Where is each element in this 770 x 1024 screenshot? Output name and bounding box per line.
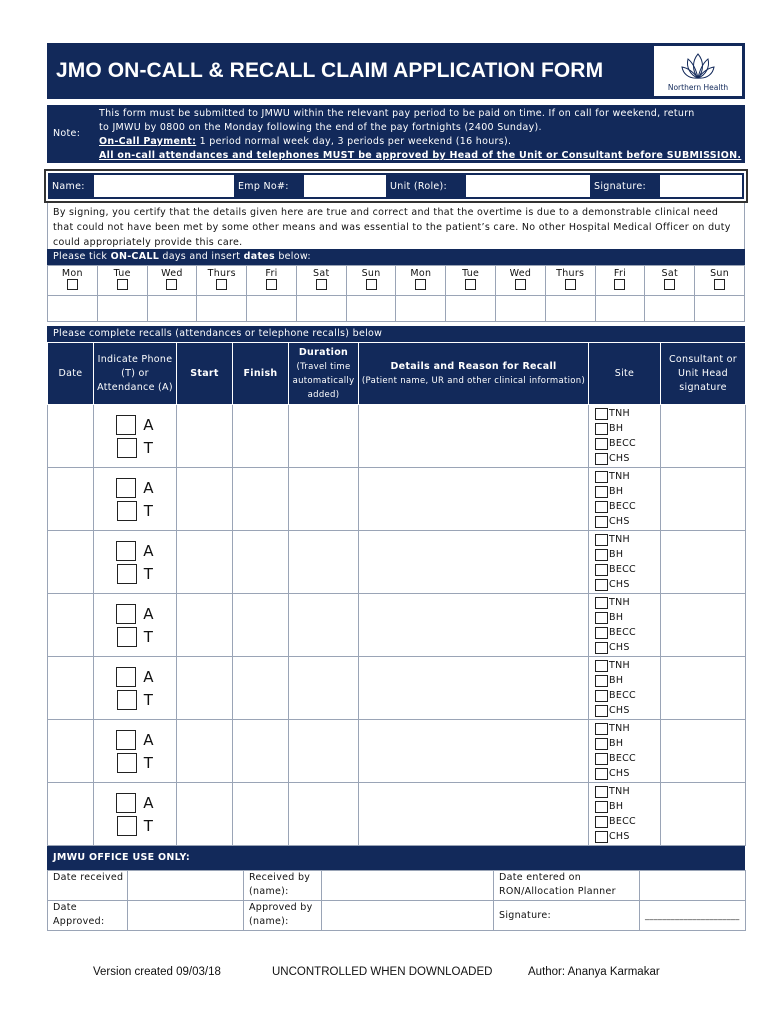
site-label: CHS [609, 453, 630, 464]
day-date-field[interactable] [247, 296, 297, 322]
payment-label: On-Call Payment: [99, 136, 197, 147]
consultant-field[interactable] [661, 594, 746, 657]
day-cell [446, 266, 496, 296]
col-duration-sub: (Travel time automatically added) [292, 361, 355, 400]
site-checkbox[interactable] [595, 579, 608, 591]
duration-field[interactable] [289, 657, 359, 720]
name-label: Name: [52, 180, 85, 192]
day-label: Thurs [556, 268, 585, 279]
day-cell [695, 266, 745, 296]
site-label: BECC [609, 816, 636, 827]
date-field[interactable] [48, 531, 94, 594]
site-label: BH [609, 423, 624, 434]
date-field[interactable] [48, 594, 94, 657]
date-received-label: Date received [48, 871, 128, 901]
day-cell [545, 266, 595, 296]
attendance-checkbox[interactable] [116, 415, 136, 435]
attendance-checkbox[interactable] [116, 793, 136, 813]
attendance-label: A [143, 415, 154, 434]
site-label: CHS [609, 705, 630, 716]
day-label: Fri [613, 268, 627, 279]
note-line2: to JMWU by 0800 on the Monday following the end of the pay fortnights (2400 Sunday). [99, 122, 542, 133]
day-label: Sat [661, 268, 678, 279]
day-checkbox[interactable] [117, 279, 128, 290]
indicate-cell [94, 594, 177, 657]
details-field[interactable] [359, 468, 589, 531]
recall-row [48, 531, 746, 594]
site-checkbox[interactable] [595, 831, 608, 843]
recall-row [48, 405, 746, 468]
day-checkbox[interactable] [67, 279, 78, 290]
consultant-field[interactable] [661, 468, 746, 531]
col-date: Date [48, 343, 94, 405]
duration-field[interactable] [289, 405, 359, 468]
day-cell [496, 266, 546, 296]
attendance-checkbox[interactable] [116, 730, 136, 750]
attendance-label: A [143, 667, 154, 686]
day-date-field[interactable] [97, 296, 147, 322]
site-cell [589, 594, 661, 657]
indicate-cell [94, 468, 177, 531]
northern-health-logo [654, 46, 742, 96]
attendance-checkbox[interactable] [116, 604, 136, 624]
col-finish: Finish [243, 367, 278, 379]
finish-field[interactable] [233, 468, 289, 531]
site-label: BECC [609, 753, 636, 764]
day-checkbox[interactable] [465, 279, 476, 290]
payment-text: 1 period normal week day, 3 periods per weekend (16 hours). [196, 136, 512, 147]
site-checkbox[interactable] [595, 438, 608, 450]
site-checkbox[interactable] [595, 768, 608, 780]
details-field[interactable] [359, 405, 589, 468]
site-checkbox[interactable] [595, 690, 608, 702]
day-checkbox[interactable] [515, 279, 526, 290]
day-label: Sat [313, 268, 330, 279]
site-label: BH [609, 612, 624, 623]
site-checkbox[interactable] [595, 642, 608, 654]
start-field[interactable] [177, 657, 233, 720]
site-checkbox[interactable] [595, 564, 608, 576]
site-checkbox[interactable] [595, 486, 608, 498]
duration-field[interactable] [289, 468, 359, 531]
attendance-label: A [143, 604, 154, 623]
site-cell [589, 468, 661, 531]
day-cell [396, 266, 446, 296]
phone-label: T [143, 753, 154, 772]
date-field[interactable] [48, 657, 94, 720]
site-cell [589, 720, 661, 783]
received-by-field[interactable] [322, 871, 494, 901]
day-label: Sun [710, 268, 730, 279]
date-field[interactable] [48, 405, 94, 468]
phone-checkbox[interactable] [117, 627, 137, 647]
recalls-intro: Please complete recalls (attendances or telephone recalls) below [47, 326, 745, 342]
day-cell [645, 266, 695, 296]
day-checkbox[interactable] [565, 279, 576, 290]
oncall-instructions [47, 249, 745, 265]
footer-uncontrolled: UNCONTROLLED WHEN DOWNLOADED [272, 966, 493, 978]
attendance-label: A [143, 478, 154, 497]
start-field[interactable] [177, 783, 233, 846]
site-label: TNH [609, 471, 630, 482]
emp-input[interactable] [304, 175, 386, 197]
site-checkbox[interactable] [595, 597, 608, 609]
site-cell [589, 405, 661, 468]
start-field[interactable] [177, 468, 233, 531]
oncall-mid: days and insert [159, 251, 244, 262]
day-date-field[interactable] [296, 296, 346, 322]
site-checkbox[interactable] [595, 501, 608, 513]
site-checkbox[interactable] [595, 612, 608, 624]
phone-checkbox[interactable] [117, 564, 137, 584]
office-signature-line[interactable]: ______________________ [640, 901, 746, 931]
consultant-field[interactable] [661, 531, 746, 594]
site-label: BH [609, 738, 624, 749]
day-checkbox[interactable] [266, 279, 277, 290]
day-cell [147, 266, 197, 296]
finish-field[interactable] [233, 594, 289, 657]
day-date-field[interactable] [396, 296, 446, 322]
phone-label: T [143, 690, 154, 709]
day-checkbox[interactable] [216, 279, 227, 290]
day-date-field[interactable] [595, 296, 645, 322]
approved-by-label: Approved by (name): [244, 901, 322, 931]
site-label: BH [609, 486, 624, 497]
duration-field[interactable] [289, 783, 359, 846]
site-label: BECC [609, 564, 636, 575]
day-checkbox[interactable] [166, 279, 177, 290]
indicate-cell [94, 657, 177, 720]
dates-bold: dates [243, 251, 275, 262]
day-date-field[interactable] [147, 296, 197, 322]
recall-row [48, 783, 746, 846]
site-checkbox[interactable] [595, 408, 608, 420]
oncall-bold: ON-CALL [110, 251, 160, 262]
site-cell [589, 783, 661, 846]
site-checkbox[interactable] [595, 738, 608, 750]
lotus-icon [680, 51, 716, 83]
site-label: BECC [609, 438, 636, 449]
consultant-field[interactable] [661, 657, 746, 720]
date-field[interactable] [48, 783, 94, 846]
start-field[interactable] [177, 531, 233, 594]
day-date-field[interactable] [197, 296, 247, 322]
phone-label: T [143, 501, 154, 520]
oncall-days-table [47, 265, 745, 322]
oncall-post: below: [275, 251, 311, 262]
site-label: TNH [609, 534, 630, 545]
date-entered-field[interactable] [640, 871, 746, 901]
duration-field[interactable] [289, 720, 359, 783]
note-line1: This form must be submitted to JMWU within the relevant pay period to be paid on time. If on call for weekend, return [99, 108, 695, 119]
site-checkbox[interactable] [595, 627, 608, 639]
signature-input[interactable] [660, 175, 742, 197]
day-label: Sun [361, 268, 381, 279]
recall-row [48, 720, 746, 783]
site-checkbox[interactable] [595, 660, 608, 672]
site-checkbox[interactable] [595, 516, 608, 528]
phone-checkbox[interactable] [117, 690, 137, 710]
note-label: Note: [53, 128, 81, 139]
phone-label: T [143, 438, 154, 457]
recall-row [48, 657, 746, 720]
col-site: Site [589, 343, 661, 405]
col-start: Start [190, 367, 219, 379]
site-cell [589, 657, 661, 720]
day-date-field[interactable] [545, 296, 595, 322]
site-label: TNH [609, 786, 630, 797]
site-label: BECC [609, 627, 636, 638]
office-signature-label: Signature: [494, 901, 640, 931]
day-checkbox[interactable] [316, 279, 327, 290]
signature-label: Signature: [594, 180, 647, 192]
site-checkbox[interactable] [595, 534, 608, 546]
site-label: BH [609, 801, 624, 812]
indicate-cell [94, 531, 177, 594]
site-label: CHS [609, 516, 630, 527]
date-entered-label: Date entered on RON/Allocation Planner [494, 871, 640, 901]
finish-field[interactable] [233, 720, 289, 783]
site-checkbox[interactable] [595, 816, 608, 828]
form-header [47, 43, 745, 99]
day-checkbox[interactable] [366, 279, 377, 290]
day-checkbox[interactable] [714, 279, 725, 290]
site-label: CHS [609, 642, 630, 653]
received-by-label: Received by (name): [244, 871, 322, 901]
phone-checkbox[interactable] [117, 753, 137, 773]
recall-row [48, 594, 746, 657]
day-date-field[interactable] [346, 296, 396, 322]
finish-field[interactable] [233, 531, 289, 594]
details-field[interactable] [359, 531, 589, 594]
approved-by-field[interactable] [322, 901, 494, 931]
day-label: Tue [113, 268, 131, 279]
details-field[interactable] [359, 657, 589, 720]
day-label: Wed [509, 268, 532, 279]
day-cell [296, 266, 346, 296]
indicate-cell [94, 405, 177, 468]
indicate-cell [94, 783, 177, 846]
attendance-label: A [143, 793, 154, 812]
site-label: BH [609, 549, 624, 560]
day-checkbox[interactable] [664, 279, 675, 290]
day-checkbox[interactable] [614, 279, 625, 290]
details-field[interactable] [359, 594, 589, 657]
day-checkbox[interactable] [415, 279, 426, 290]
finish-field[interactable] [233, 405, 289, 468]
day-label: Mon [410, 268, 432, 279]
phone-checkbox[interactable] [117, 501, 137, 521]
start-field[interactable] [177, 405, 233, 468]
duration-field[interactable] [289, 531, 359, 594]
date-received-field[interactable] [128, 871, 244, 901]
date-field[interactable] [48, 720, 94, 783]
date-field[interactable] [48, 468, 94, 531]
site-label: BECC [609, 501, 636, 512]
day-cell [247, 266, 297, 296]
phone-label: T [143, 816, 154, 835]
site-checkbox[interactable] [595, 675, 608, 687]
site-checkbox[interactable] [595, 471, 608, 483]
phone-checkbox[interactable] [117, 438, 137, 458]
day-cell [97, 266, 147, 296]
footer-version: Version created 09/03/18 [93, 966, 221, 978]
consultant-field[interactable] [661, 783, 746, 846]
site-label: BH [609, 675, 624, 686]
site-checkbox[interactable] [595, 723, 608, 735]
recalls-table [47, 342, 746, 846]
day-date-field[interactable] [645, 296, 695, 322]
site-label: TNH [609, 723, 630, 734]
phone-label: T [143, 564, 154, 583]
certification-text: By signing, you certify that the details given here are true and correct and that the overtime is due to a demonstrable clinical need that could not have been met by some other means and was essential to the patient’s care. No other Hospital Medical Officer on duty could appropriately provide this care. [47, 203, 745, 249]
phone-checkbox[interactable] [117, 816, 137, 836]
recall-row [48, 468, 746, 531]
attendance-checkbox[interactable] [116, 667, 136, 687]
form-title: JMO ON-CALL & RECALL CLAIM APPLICATION FORM [56, 59, 604, 82]
logo-text: Northern Health [667, 82, 729, 92]
unit-input[interactable] [466, 175, 590, 197]
day-date-field[interactable] [446, 296, 496, 322]
site-label: CHS [609, 579, 630, 590]
day-label: Mon [61, 268, 83, 279]
identity-row [44, 169, 748, 203]
day-label: Thurs [207, 268, 236, 279]
col-details-sub: (Patient name, UR and other clinical information) [361, 375, 586, 386]
site-checkbox[interactable] [595, 549, 608, 561]
day-date-field[interactable] [496, 296, 546, 322]
col-consultant: Consultant or Unit Head signature [661, 343, 746, 405]
day-cell [197, 266, 247, 296]
name-input[interactable] [94, 175, 234, 197]
col-details: Details and Reason for Recall [390, 360, 557, 372]
office-table [47, 870, 746, 931]
day-label: Wed [161, 268, 183, 279]
start-field[interactable] [177, 594, 233, 657]
attendance-label: A [143, 541, 154, 560]
site-cell [589, 531, 661, 594]
indicate-cell [94, 720, 177, 783]
oncall-pre: Please tick [53, 251, 111, 262]
attendance-checkbox[interactable] [116, 541, 136, 561]
site-checkbox[interactable] [595, 753, 608, 765]
site-checkbox[interactable] [595, 453, 608, 465]
unit-label: Unit (Role): [390, 180, 448, 192]
site-label: TNH [609, 408, 630, 419]
col-indicate: Indicate Phone (T) or Attendance (A) [94, 343, 177, 405]
day-date-field[interactable] [695, 296, 745, 322]
site-label: BECC [609, 690, 636, 701]
start-field[interactable] [177, 720, 233, 783]
finish-field[interactable] [233, 657, 289, 720]
emp-label: Emp No#: [238, 180, 289, 192]
site-checkbox[interactable] [595, 801, 608, 813]
consultant-field[interactable] [661, 405, 746, 468]
day-cell [48, 266, 98, 296]
attendance-checkbox[interactable] [116, 478, 136, 498]
finish-field[interactable] [233, 783, 289, 846]
date-approved-field[interactable] [128, 901, 244, 931]
day-cell [346, 266, 396, 296]
details-field[interactable] [359, 720, 589, 783]
site-label: CHS [609, 768, 630, 779]
note-section [47, 105, 745, 163]
site-checkbox[interactable] [595, 705, 608, 717]
date-approved-label: Date Approved: [48, 901, 128, 931]
day-date-field[interactable] [48, 296, 98, 322]
details-field[interactable] [359, 783, 589, 846]
site-label: TNH [609, 597, 630, 608]
site-checkbox[interactable] [595, 786, 608, 798]
consultant-field[interactable] [661, 720, 746, 783]
office-title: JMWU OFFICE USE ONLY: [47, 846, 745, 870]
day-cell [595, 266, 645, 296]
site-checkbox[interactable] [595, 423, 608, 435]
site-label: CHS [609, 831, 630, 842]
phone-label: T [143, 627, 154, 646]
attendance-label: A [143, 730, 154, 749]
col-duration: Duration [298, 346, 349, 358]
footer-author: Author: Ananya Karmakar [528, 966, 660, 978]
claim-form [47, 43, 745, 931]
day-label: Fri [265, 268, 278, 279]
site-label: TNH [609, 660, 630, 671]
day-label: Tue [462, 268, 480, 279]
duration-field[interactable] [289, 594, 359, 657]
approval-note: All on-call attendances and telephones MUST be approved by Head of the Unit or Consultant before SUBMISSION. [99, 150, 742, 161]
